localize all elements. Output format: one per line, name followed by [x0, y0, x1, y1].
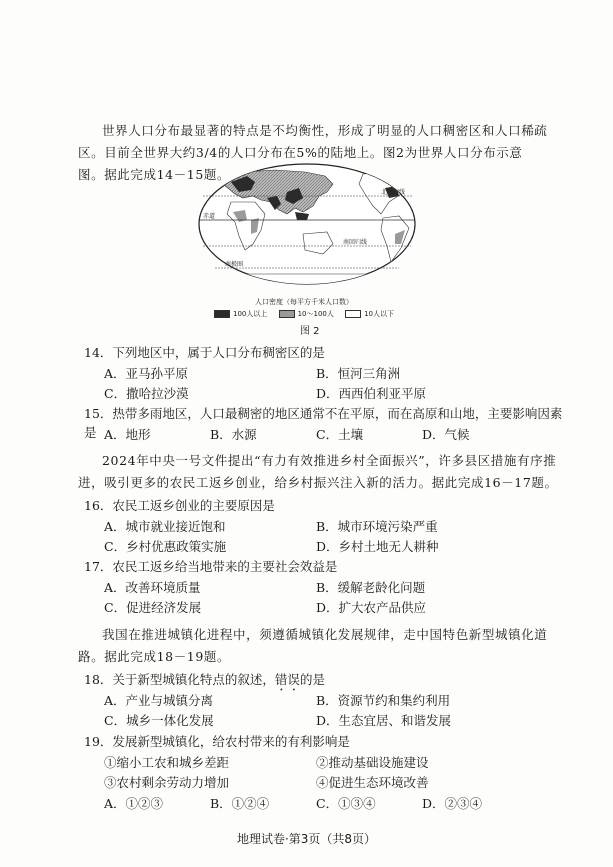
- legend-title: 人口密度（每平方千米人口数）: [255, 298, 353, 306]
- q15-option-b: B．水源: [210, 427, 257, 442]
- q16-option-a: A．城市就业接近饱和: [104, 519, 226, 534]
- q14-option-a: A．亚马孙平原: [104, 366, 189, 381]
- equator-label: 赤道: [203, 213, 216, 220]
- q19-option-b: B．①②④: [210, 796, 270, 811]
- q17-option-b: B．缓解老龄化问题: [316, 580, 426, 595]
- intro-paragraph-16-17: 2024年中央一号文件提出“有力有效推进乡村全面振兴”，许多县区措施有序推进，吸引更多的农民工返乡创业，给乡村振兴注入新的活力。据此完成16－17题。: [78, 453, 558, 490]
- q14-option-d: D．西西伯利亚平原: [316, 386, 427, 401]
- q19-statement-2: ②推动基础设施建设: [316, 755, 429, 770]
- map-legend: [214, 297, 394, 319]
- intro-paragraph-14-15: 世界人口分布最显著的特点是不均衡性，形成了明显的人口稠密区和人口稀疏区。目前全世界大约3/4的人口分布在5%的陆地上。图2为世界人口分布示意图。据此完成14－15题。: [78, 123, 548, 182]
- page-footer: 地理试卷·第3页（共8页）: [236, 832, 377, 846]
- antarctic-circle-label: 南极圈: [225, 261, 244, 268]
- q15-option-c: C．土壤: [316, 427, 364, 442]
- q19-option-d: D．②③④: [422, 796, 483, 811]
- legend-label-high: 100人以上: [233, 310, 268, 318]
- q18-option-b: B．资源节约和集约利用: [316, 693, 451, 708]
- q15-option-a: A．地形: [104, 427, 151, 442]
- q17-option-d: D．扩大农产品供应: [316, 600, 427, 615]
- question-16-stem: 16．农民工返乡创业的主要原因是: [84, 498, 275, 513]
- q19-statement-3: ③农村剩余劳动力增加: [104, 775, 230, 790]
- question-19-stem: 19．发展新型城镇化，给农村带来的有利影响是: [84, 734, 350, 749]
- q16-option-d: D．乡村土地无人耕种: [316, 539, 439, 554]
- legend-label-low: 10人以下: [364, 310, 394, 318]
- q17-option-c: C．促进经济发展: [104, 600, 202, 615]
- legend-label-mid: 10～100人: [297, 310, 334, 318]
- q19-statement-1: ①缩小工农和城乡差距: [104, 755, 230, 770]
- landmass-antarctica: [195, 274, 420, 292]
- intro-paragraph-18-19: 我国在推进城镇化进程中，须遵循城镇化发展规律，走中国特色新型城镇化道路。据此完成18－19题。: [78, 627, 548, 664]
- q18-option-a: A．产业与城镇分离: [104, 693, 214, 708]
- q15-option-d: D．气候: [422, 427, 470, 442]
- q18-stem-pre: 18．关于新型城镇化特点的叙述，: [84, 672, 275, 687]
- q17-option-a: A．改善环境质量: [104, 580, 201, 595]
- figure-caption: 图 2: [300, 326, 320, 337]
- q16-option-b: B．城市环境污染严重: [316, 519, 438, 534]
- q18-stem-post: 的是: [299, 672, 325, 687]
- q19-option-a: A．①②③: [104, 796, 164, 811]
- question-14-stem: 14．下列地区中，属于人口分布稠密区的是: [84, 345, 325, 360]
- legend-swatch-low: [345, 310, 361, 318]
- tropic-cancer-label: 北回归线: [381, 189, 406, 196]
- q14-option-c: C．撒哈拉沙漠: [104, 386, 189, 401]
- legend-swatch-high: [214, 310, 230, 318]
- legend-swatch-mid: [279, 310, 295, 318]
- q19-option-c: C．①③④: [316, 796, 376, 811]
- tropic-capricorn-label: 南回归线: [343, 239, 368, 246]
- q16-option-c: C．乡村优惠政策实施: [104, 539, 227, 554]
- q18-stem-emphasis: 错误: [274, 672, 300, 687]
- q18-option-d: D．生态宜居、和谐发展: [316, 713, 452, 728]
- q19-statement-4: ④促进生态环境改善: [316, 775, 429, 790]
- q14-option-b: B．恒河三角洲: [316, 366, 401, 381]
- q18-option-c: C．城乡一体化发展: [104, 713, 214, 728]
- question-15-stem: 15．热带多雨地区，人口最稠密的地区通常不在平原，而在高原和山地，主要影响因素是: [84, 406, 563, 440]
- question-17-stem: 17．农民工返乡给当地带来的主要社会效益是: [84, 559, 338, 574]
